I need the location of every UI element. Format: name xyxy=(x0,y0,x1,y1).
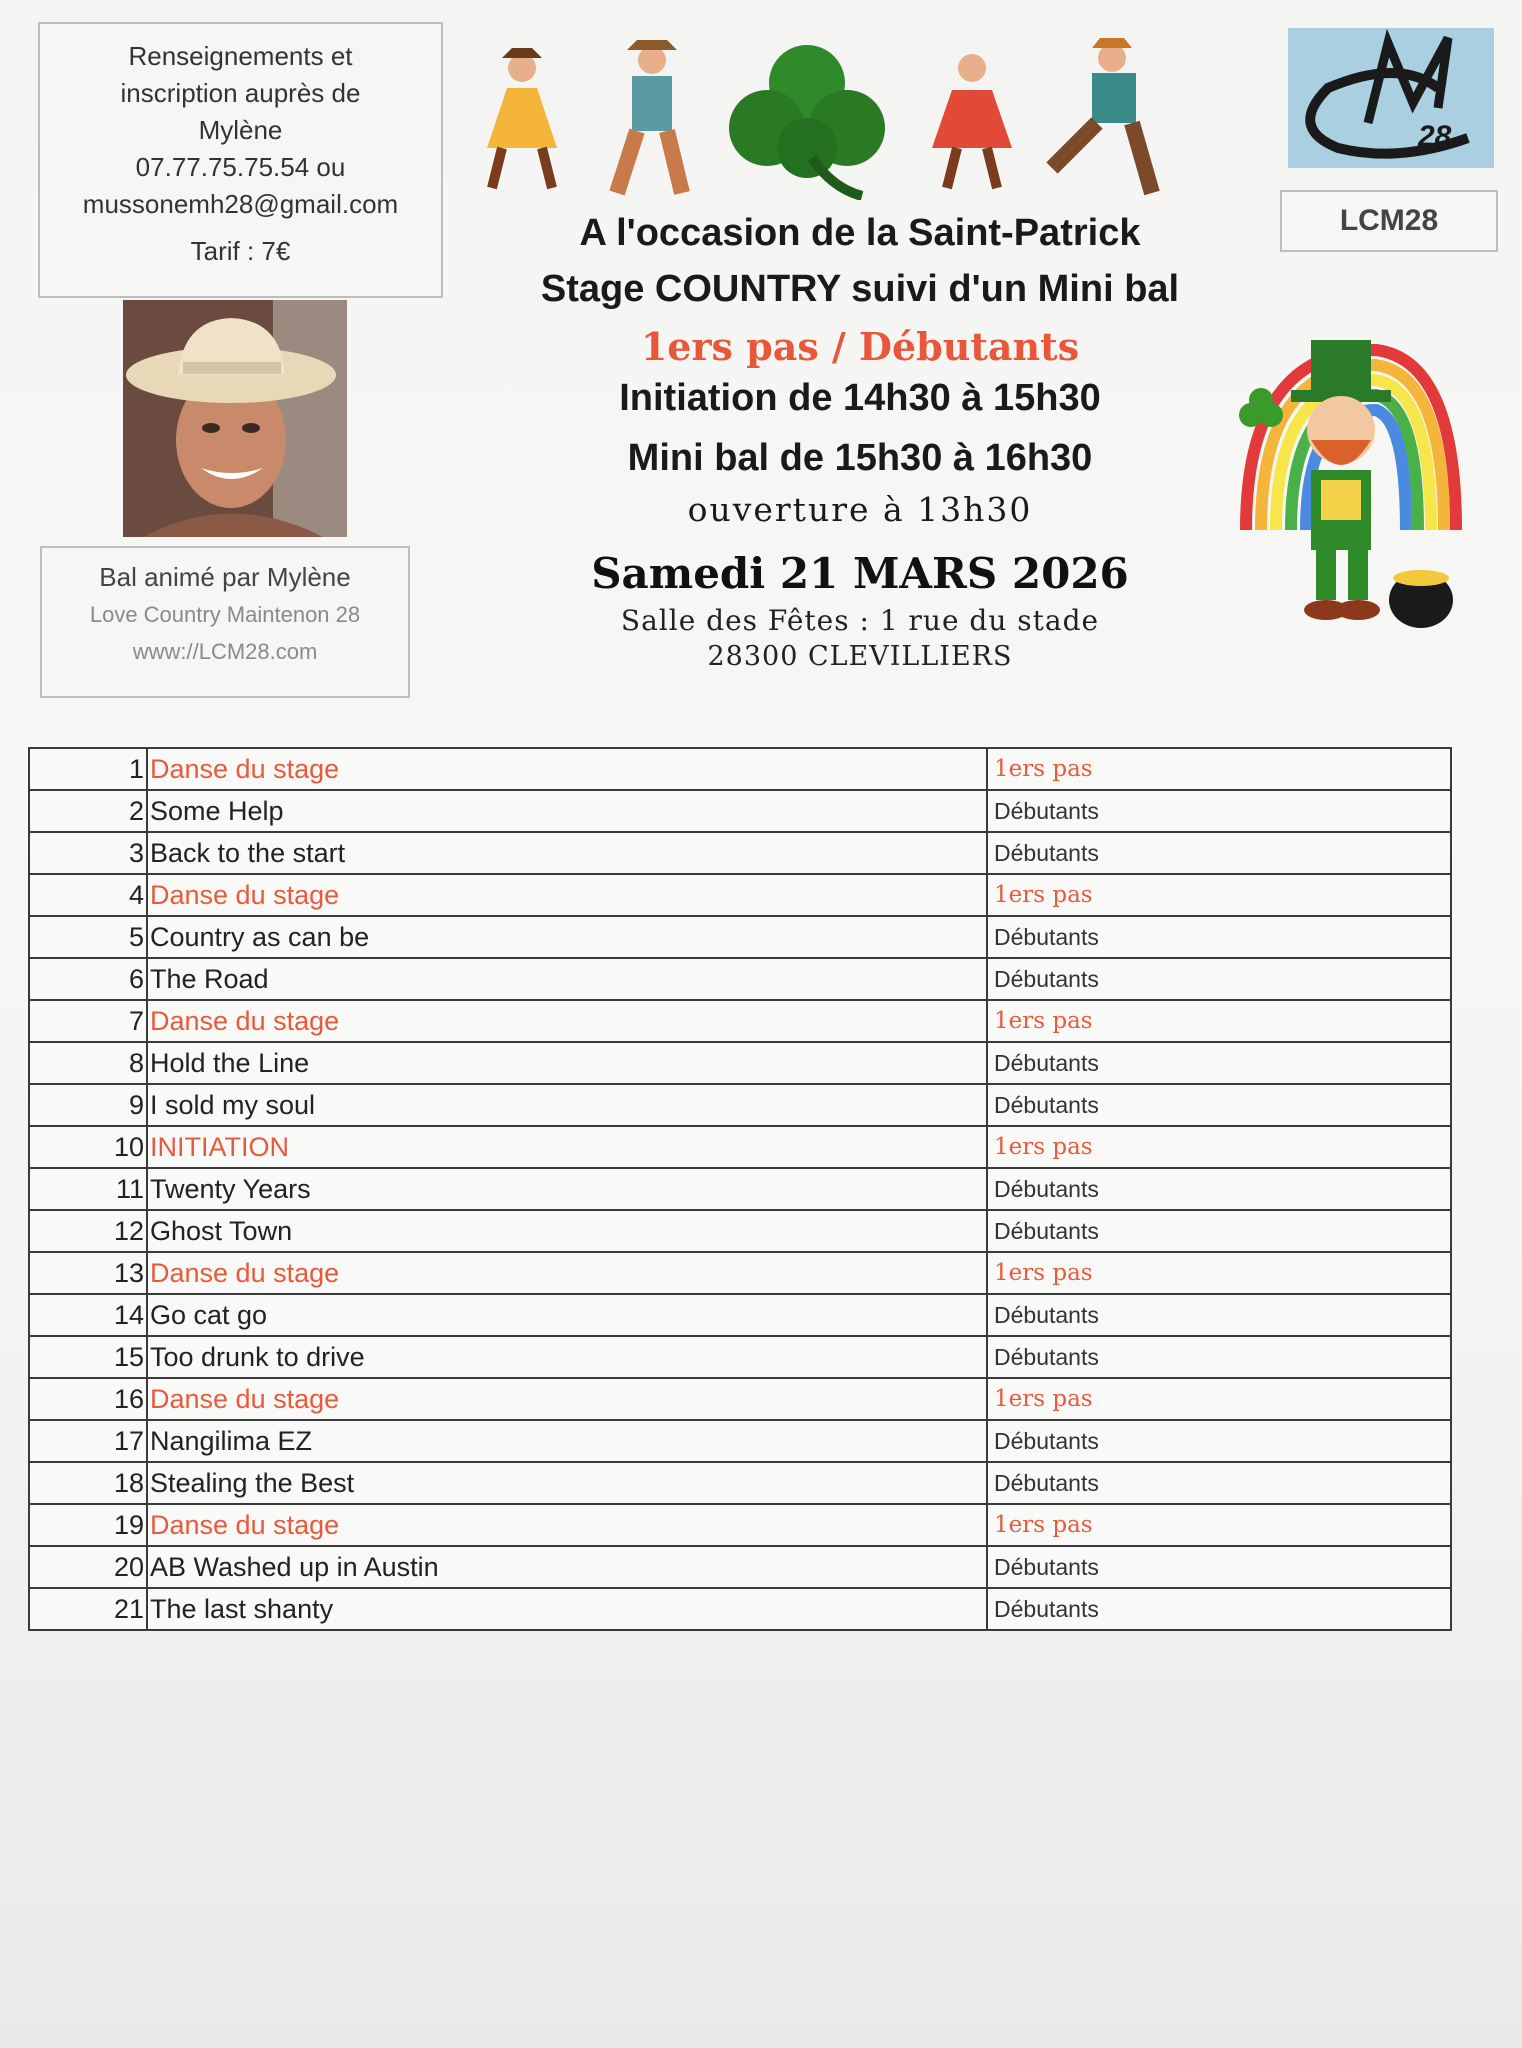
dance-name: Nangilima EZ xyxy=(147,1420,987,1462)
dance-level: Débutants xyxy=(987,1420,1451,1462)
table-row xyxy=(29,1588,1451,1630)
dance-name: Some Help xyxy=(147,790,987,832)
dance-name: Danse du stage xyxy=(147,748,987,790)
dance-number: 9 xyxy=(29,1084,147,1126)
table-row xyxy=(29,832,1451,874)
dance-list-body xyxy=(29,748,1451,1630)
dance-name: INITIATION xyxy=(147,1126,987,1168)
bal-host: Bal animé par Mylène xyxy=(99,562,351,592)
dance-level: 1ers pas xyxy=(987,1126,1451,1168)
dance-level: Débutants xyxy=(987,1336,1451,1378)
title-initiation-time: Initiation de 14h30 à 15h30 xyxy=(619,377,1101,419)
table-row xyxy=(29,1420,1451,1462)
dancer-icon xyxy=(932,54,1012,188)
bal-box xyxy=(40,546,410,698)
dance-level: Débutants xyxy=(987,1588,1451,1630)
title-minibal-time: Mini bal de 15h30 à 16h30 xyxy=(627,437,1093,479)
table-row xyxy=(29,1462,1451,1504)
dance-number: 7 xyxy=(29,1000,147,1042)
table-row xyxy=(29,1126,1451,1168)
dance-level: Débutants xyxy=(987,1462,1451,1504)
dance-name: Stealing the Best xyxy=(147,1462,987,1504)
contact-line-1: Renseignements et xyxy=(128,41,353,71)
dance-number: 20 xyxy=(29,1546,147,1588)
dance-name: Country as can be xyxy=(147,916,987,958)
dance-name: I sold my soul xyxy=(147,1084,987,1126)
dance-level: 1ers pas xyxy=(987,1378,1451,1420)
table-row xyxy=(29,1000,1451,1042)
table-row xyxy=(29,1378,1451,1420)
table-row xyxy=(29,1336,1451,1378)
dance-name: Ghost Town xyxy=(147,1210,987,1252)
table-row xyxy=(29,916,1451,958)
dance-number: 11 xyxy=(29,1168,147,1210)
dance-name: Danse du stage xyxy=(147,1504,987,1546)
leprechaun-icon xyxy=(1226,330,1466,640)
dance-name: Too drunk to drive xyxy=(147,1336,987,1378)
dance-number: 1 xyxy=(29,748,147,790)
dance-number: 5 xyxy=(29,916,147,958)
dancer-icon xyxy=(617,40,682,193)
club-name: Love Country Maintenon 28 xyxy=(89,602,361,627)
dance-number: 21 xyxy=(29,1588,147,1630)
dance-name: The last shanty xyxy=(147,1588,987,1630)
title-occasion: A l'occasion de la Saint-Patrick xyxy=(579,212,1141,254)
table-row xyxy=(29,1546,1451,1588)
dance-number: 18 xyxy=(29,1462,147,1504)
table-row xyxy=(29,1168,1451,1210)
dance-level: Débutants xyxy=(987,1084,1451,1126)
dance-number: 17 xyxy=(29,1420,147,1462)
dance-level: Débutants xyxy=(987,916,1451,958)
mylene-photo xyxy=(123,300,347,537)
dance-name: Hold the Line xyxy=(147,1042,987,1084)
contact-line-2: inscription auprès de xyxy=(120,78,361,108)
dance-name: Twenty Years xyxy=(147,1168,987,1210)
dance-level: Débutants xyxy=(987,1546,1451,1588)
dance-number: 14 xyxy=(29,1294,147,1336)
dance-name: Danse du stage xyxy=(147,1252,987,1294)
dance-level: 1ers pas xyxy=(987,874,1451,916)
dancers-shamrock-banner xyxy=(452,28,1242,200)
table-row xyxy=(29,748,1451,790)
table-row xyxy=(29,1252,1451,1294)
dance-level: Débutants xyxy=(987,790,1451,832)
dance-number: 13 xyxy=(29,1252,147,1294)
dance-name: Danse du stage xyxy=(147,1000,987,1042)
event-date: Samedi 21 MARS 2026 xyxy=(591,549,1129,598)
title-level: 1ers pas / Débutants xyxy=(640,324,1080,369)
contact-box xyxy=(38,22,443,298)
dance-name: Back to the start xyxy=(147,832,987,874)
table-row xyxy=(29,1042,1451,1084)
table-row xyxy=(29,1084,1451,1126)
table-row xyxy=(29,1210,1451,1252)
dance-name: Danse du stage xyxy=(147,1378,987,1420)
dance-level: Débutants xyxy=(987,1294,1451,1336)
dance-level: Débutants xyxy=(987,1042,1451,1084)
dance-number: 19 xyxy=(29,1504,147,1546)
dance-name: Go cat go xyxy=(147,1294,987,1336)
table-row xyxy=(29,958,1451,1000)
dance-number: 8 xyxy=(29,1042,147,1084)
title-stage: Stage COUNTRY suivi d'un Mini bal xyxy=(540,268,1180,310)
table-row xyxy=(29,790,1451,832)
dance-list-table xyxy=(28,747,1452,1631)
dance-level: 1ers pas xyxy=(987,1504,1451,1546)
club-website: www://LCM28.com xyxy=(132,639,318,664)
contact-name: Mylène xyxy=(198,115,283,145)
dance-level: 1ers pas xyxy=(987,748,1451,790)
dance-level: Débutants xyxy=(987,1210,1451,1252)
contact-email: mussonemh28@gmail.com xyxy=(82,189,399,219)
dance-number: 10 xyxy=(29,1126,147,1168)
lcm28-logo xyxy=(1288,28,1494,190)
dance-number: 2 xyxy=(29,790,147,832)
venue-city: 28300 CLEVILLIERS xyxy=(707,641,1013,672)
dance-level: 1ers pas xyxy=(987,1252,1451,1294)
table-row xyxy=(29,1504,1451,1546)
svg-text:28: 28 xyxy=(1418,120,1452,153)
title-opening-time: ouverture à 13h30 xyxy=(687,490,1033,529)
dance-number: 12 xyxy=(29,1210,147,1252)
venue-address: Salle des Fêtes : 1 rue du stade xyxy=(620,604,1100,637)
table-row xyxy=(29,874,1451,916)
dance-name: AB Washed up in Austin xyxy=(147,1546,987,1588)
dance-number: 6 xyxy=(29,958,147,1000)
dance-name: Danse du stage xyxy=(147,874,987,916)
logo-label: LCM28 xyxy=(1280,190,1498,252)
table-row xyxy=(29,1294,1451,1336)
dance-level: Débutants xyxy=(987,832,1451,874)
dancer-icon xyxy=(487,48,557,188)
dance-name: The Road xyxy=(147,958,987,1000)
dance-level: 1ers pas xyxy=(987,1000,1451,1042)
dance-level: Débutants xyxy=(987,1168,1451,1210)
dance-number: 16 xyxy=(29,1378,147,1420)
contact-phone: 07.77.75.75.54 ou xyxy=(135,152,346,182)
dance-number: 3 xyxy=(29,832,147,874)
shamrock-icon xyxy=(729,45,885,196)
cowgirl-portrait-icon xyxy=(123,300,347,537)
dance-level: Débutants xyxy=(987,958,1451,1000)
tarif: Tarif : 7€ xyxy=(190,236,291,266)
dancer-icon xyxy=(1052,38,1152,193)
dance-number: 15 xyxy=(29,1336,147,1378)
dance-number: 4 xyxy=(29,874,147,916)
